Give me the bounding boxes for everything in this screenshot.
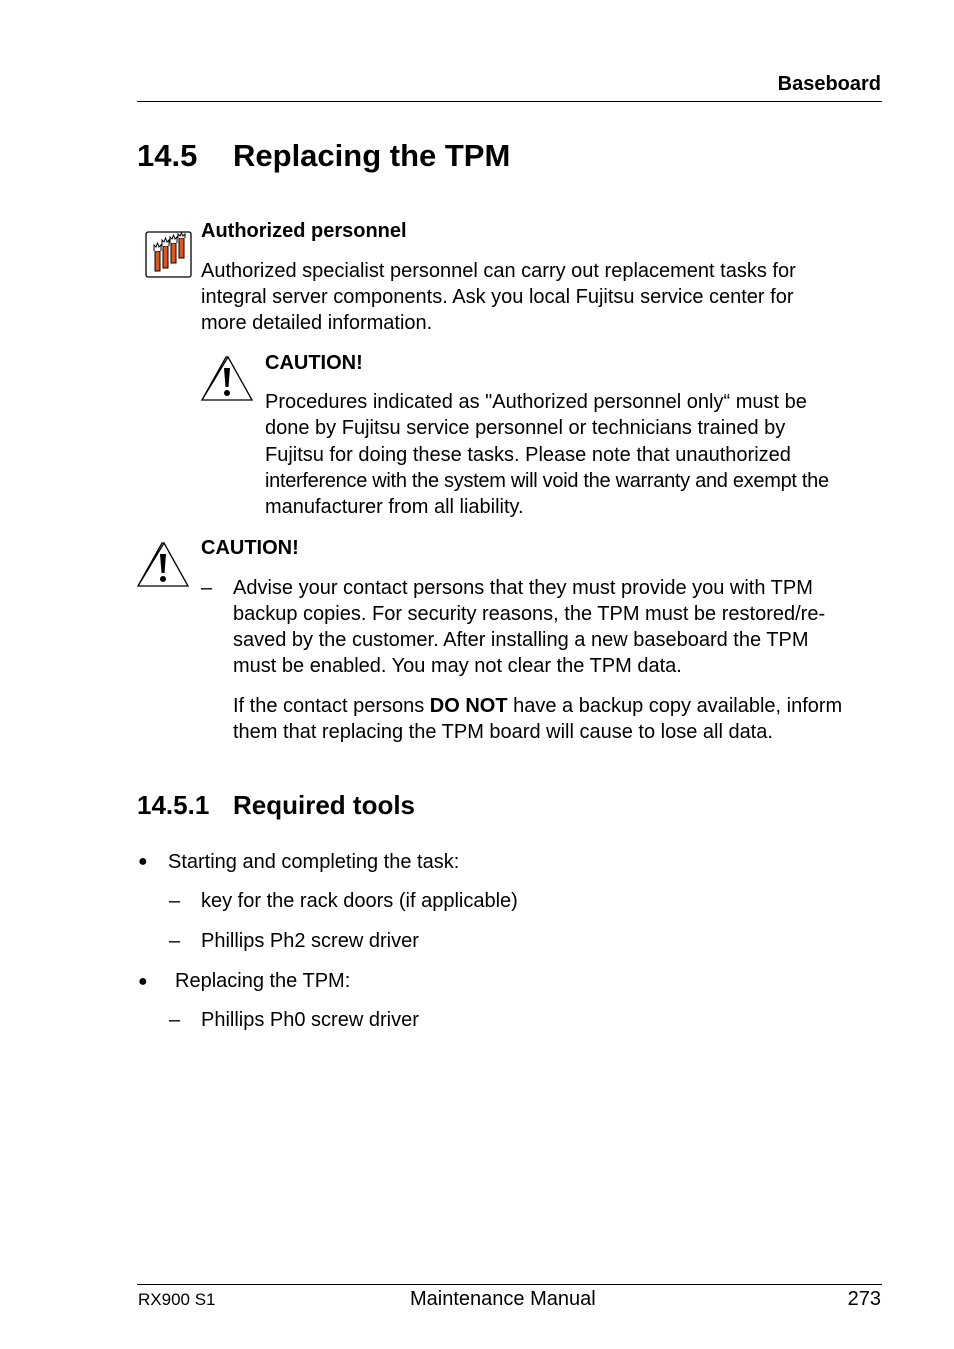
bullet-1: ● [138, 853, 148, 870]
page-title: Replacing the TPM [233, 138, 511, 173]
caution-triangle-icon [136, 540, 192, 593]
sub-dash-2: – [169, 930, 181, 952]
footer-rule [137, 1284, 882, 1285]
caution1-line-2: done by Fujitsu service personnel or technicians trained by [265, 417, 786, 439]
page-number: 273 [847, 1288, 881, 1310]
para2-prefix: If the contact persons [233, 695, 430, 717]
caution1-line-3: Fujitsu for doing these tasks. Please note that unauthorized [265, 444, 791, 466]
caution2-line-2: backup copies. For security reasons, the TPM must be restored/re- [233, 603, 826, 625]
footer-manual-title: Maintenance Manual [410, 1288, 596, 1310]
caution2-para2-line-1 [233, 695, 842, 718]
tools-item-1-sub-1: key for the rack doors (if applicable) [201, 890, 518, 912]
caution2-para2-line-2: them that replacing the TPM board will cause to lose all data. [233, 721, 773, 743]
wrench-tools-icon [145, 231, 193, 284]
tools-item-1: Starting and completing the task: [168, 851, 460, 873]
authorized-line-2: integral server components. Ask you local Fujitsu service center for [201, 286, 794, 308]
authorized-line-3: more detailed information. [201, 312, 433, 334]
tools-item-2-sub-1: Phillips Ph0 screw driver [201, 1009, 419, 1031]
sub-dash-1: – [169, 890, 181, 912]
caution1-line-1: Procedures indicated as "Authorized personnel only“ must be [265, 391, 807, 413]
caution2-dash: – [201, 577, 213, 599]
authorized-line-1: Authorized specialist personnel can carry out replacement tasks for [201, 260, 796, 282]
subsection-number: 14.5.1 [137, 790, 210, 820]
bullet-2: ● [138, 973, 148, 990]
para2-emphasis: DO NOT [429, 695, 508, 717]
caution2-line-1: Advise your contact persons that they must provide you with TPM [233, 577, 813, 599]
header-rule [137, 101, 882, 102]
sub-dash-3: – [169, 1009, 181, 1031]
caution-triangle-icon [200, 354, 256, 407]
caution1-line-5: manufacturer from all liability. [265, 496, 524, 518]
caution2-line-4: must be enabled. You may not clear the TPM data. [233, 655, 682, 677]
para2-suffix: have a backup copy available, inform [507, 695, 843, 717]
subsection-title: Required tools [233, 790, 416, 820]
section-number: 14.5 [137, 138, 198, 173]
tools-item-2: Replacing the TPM: [175, 970, 351, 992]
authorized-heading: Authorized personnel [201, 220, 407, 242]
footer-product: RX900 S1 [138, 1290, 216, 1309]
caution1-heading: CAUTION! [265, 352, 363, 374]
caution2-line-3: saved by the customer. After installing a new baseboard the TPM [233, 629, 809, 651]
caution2-heading: CAUTION! [201, 537, 299, 559]
running-header: Baseboard [777, 73, 881, 95]
caution1-line-4: interference with the system will void the warranty and exempt the [265, 470, 829, 492]
tools-item-1-sub-2: Phillips Ph2 screw driver [201, 930, 419, 952]
